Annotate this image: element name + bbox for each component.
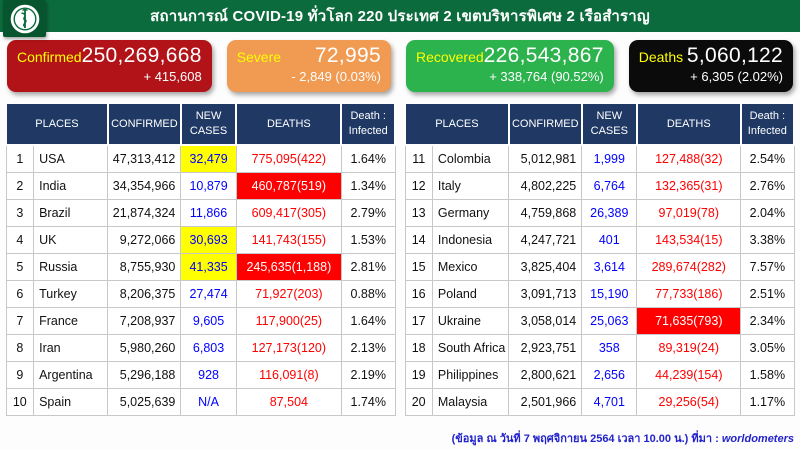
summary-cards [0, 32, 800, 92]
place-cell: Iran [34, 335, 108, 362]
deaths-cell: 44,239(154) [637, 362, 741, 389]
rank-cell: 16 [405, 281, 432, 308]
table-row [6, 173, 395, 200]
deaths-cell: 143,534(15) [637, 227, 741, 254]
moph-logo [3, 0, 46, 37]
confirmed-cell: 3,091,713 [509, 281, 582, 308]
rank-cell: 3 [6, 200, 34, 227]
table-row [405, 227, 794, 254]
rank-cell: 18 [405, 335, 432, 362]
place-cell: Argentina [34, 362, 108, 389]
table-row [6, 227, 395, 254]
place-cell: Mexico [432, 254, 508, 281]
new-cases-cell: 10,879 [181, 173, 236, 200]
rank-cell: 5 [6, 254, 34, 281]
deaths-cell: 87,504 [236, 389, 341, 416]
new-cases-cell: 6,803 [181, 335, 236, 362]
new-cases-cell: 2,656 [582, 362, 637, 389]
new-cases-cell: 11,866 [181, 200, 236, 227]
deaths-cell: 77,733(186) [637, 281, 741, 308]
confirmed-cell: 5,012,981 [509, 145, 582, 173]
place-cell: India [34, 173, 108, 200]
confirmed-cell: 4,802,225 [509, 173, 582, 200]
table-row [6, 389, 395, 416]
table-row [6, 145, 395, 173]
new-cases-cell: 32,479 [181, 145, 236, 173]
deaths-card [629, 40, 793, 92]
table-row [6, 281, 395, 308]
confirmed-cell: 3,825,404 [509, 254, 582, 281]
deaths-cell: 141,743(155) [236, 227, 341, 254]
deaths-cell: 609,417(305) [236, 200, 341, 227]
place-cell: Colombia [432, 145, 508, 173]
severe-card [227, 40, 391, 92]
new-cases-cell: 9,605 [181, 308, 236, 335]
confirmed-cell: 2,501,966 [509, 389, 582, 416]
table-row [6, 254, 395, 281]
ratio-cell: 1.53% [341, 227, 395, 254]
place-cell: Italy [432, 173, 508, 200]
table-body-1-10 [6, 145, 395, 416]
confirmed-cell: 47,313,412 [108, 145, 181, 173]
country-table-1-10 [5, 102, 396, 416]
place-cell: Poland [432, 281, 508, 308]
confirmed-cell: 5,025,639 [108, 389, 181, 416]
caduceus-icon [10, 4, 40, 34]
place-cell: Turkey [34, 281, 108, 308]
table-row [6, 308, 395, 335]
place-cell: Philippines [432, 362, 508, 389]
confirmed-cell: 4,247,721 [509, 227, 582, 254]
ratio-cell: 1.64% [341, 308, 395, 335]
col-header-new-cases: NEW CASES [181, 103, 236, 145]
col-header-death-infected: Death : Infected [741, 103, 794, 145]
rank-cell: 12 [405, 173, 432, 200]
rank-cell: 19 [405, 362, 432, 389]
ranking-tables [0, 92, 800, 416]
place-cell: Malaysia [432, 389, 508, 416]
severe-value: 72,995 [314, 44, 381, 67]
ratio-cell: 2.54% [741, 145, 794, 173]
table-body-11-20 [405, 145, 794, 416]
deaths-cell: 89,319(24) [637, 335, 741, 362]
deaths-cell: 29,256(54) [637, 389, 741, 416]
new-cases-cell: N/A [181, 389, 236, 416]
rank-cell: 7 [6, 308, 34, 335]
confirmed-card [7, 40, 212, 92]
confirmed-cell: 21,874,324 [108, 200, 181, 227]
header-bar [0, 0, 800, 32]
new-cases-cell: 358 [582, 335, 637, 362]
deaths-delta: + 6,305 (2.02%) [690, 69, 784, 84]
rank-cell: 13 [405, 200, 432, 227]
table-row [405, 389, 794, 416]
deaths-cell: 775,095(422) [236, 145, 341, 173]
place-cell: Ukraine [432, 308, 508, 335]
rank-cell: 4 [6, 227, 34, 254]
recovered-label: Recovered [415, 49, 484, 65]
table-row [6, 335, 395, 362]
new-cases-cell: 401 [582, 227, 637, 254]
new-cases-cell: 41,335 [181, 254, 236, 281]
place-cell: USA [34, 145, 108, 173]
table-header-row [6, 103, 395, 145]
deaths-cell: 245,635(1,188) [236, 254, 341, 281]
new-cases-cell: 30,693 [181, 227, 236, 254]
ratio-cell: 1.58% [741, 362, 794, 389]
deaths-cell: 71,927(203) [236, 281, 341, 308]
confirmed-cell: 34,354,966 [108, 173, 181, 200]
rank-cell: 10 [6, 389, 34, 416]
rank-cell: 2 [6, 173, 34, 200]
new-cases-cell: 27,474 [181, 281, 236, 308]
footer-source: worldometers [721, 433, 794, 445]
col-header-new-cases: NEW CASES [582, 103, 637, 145]
ratio-cell: 7.57% [741, 254, 794, 281]
confirmed-cell: 2,923,751 [509, 335, 582, 362]
rank-cell: 15 [405, 254, 432, 281]
new-cases-cell: 26,389 [582, 200, 637, 227]
page-title: สถานการณ์ COVID-19 ทั่วโลก 220 ประเทศ 2 เขตบริหารพิเศษ 2 เรือสำราญ [150, 8, 650, 25]
rank-cell: 17 [405, 308, 432, 335]
new-cases-cell: 4,701 [582, 389, 637, 416]
new-cases-cell: 3,614 [582, 254, 637, 281]
place-cell: Brazil [34, 200, 108, 227]
ratio-cell: 1.64% [341, 145, 395, 173]
confirmed-cell: 4,759,868 [509, 200, 582, 227]
table-row [405, 308, 794, 335]
confirmed-cell: 5,980,260 [108, 335, 181, 362]
ratio-cell: 1.74% [341, 389, 395, 416]
severe-delta: - 2,849 (0.03%) [291, 69, 381, 84]
col-header-places: PLACES [405, 103, 509, 145]
table-row [405, 200, 794, 227]
confirmed-value: 250,269,668 [81, 44, 202, 67]
ratio-cell: 2.04% [741, 200, 794, 227]
place-cell: Russia [34, 254, 108, 281]
ratio-cell: 2.13% [341, 335, 395, 362]
footer-date-text: (ข้อมูล ณ วันที่ 7 พฤศจิกายน 2564 เวลา 10.00 น.) ที่มา : [451, 433, 722, 445]
table-row [6, 200, 395, 227]
ratio-cell: 2.76% [741, 173, 794, 200]
deaths-cell: 117,900(25) [236, 308, 341, 335]
rank-cell: 1 [6, 145, 34, 173]
rank-cell: 20 [405, 389, 432, 416]
table-row [405, 145, 794, 173]
new-cases-cell: 25,063 [582, 308, 637, 335]
rank-cell: 9 [6, 362, 34, 389]
place-cell: South Africa [432, 335, 508, 362]
confirmed-cell: 5,296,188 [108, 362, 181, 389]
col-header-deaths: DEATHS [637, 103, 741, 145]
country-table-11-20 [404, 102, 795, 416]
col-header-death-infected: Death : Infected [341, 103, 395, 145]
table-header-row [405, 103, 794, 145]
deaths-value: 5,060,122 [686, 44, 784, 67]
place-cell: Germany [432, 200, 508, 227]
new-cases-cell: 1,999 [582, 145, 637, 173]
deaths-cell: 460,787(519) [236, 173, 341, 200]
deaths-cell: 127,173(120) [236, 335, 341, 362]
deaths-cell: 132,365(31) [637, 173, 741, 200]
col-header-confirmed: CONFIRMED [509, 103, 582, 145]
ratio-cell: 2.81% [341, 254, 395, 281]
new-cases-cell: 15,190 [582, 281, 637, 308]
col-header-places: PLACES [6, 103, 108, 145]
table-row [405, 362, 794, 389]
confirmed-label: Confirmed [17, 49, 82, 65]
ratio-cell: 2.51% [741, 281, 794, 308]
table-row [405, 335, 794, 362]
col-header-deaths: DEATHS [236, 103, 341, 145]
severe-label: Severe [236, 49, 282, 65]
place-cell: France [34, 308, 108, 335]
table-row [405, 254, 794, 281]
deaths-cell: 97,019(78) [637, 200, 741, 227]
ratio-cell: 2.19% [341, 362, 395, 389]
recovered-value: 226,543,867 [483, 44, 604, 67]
deaths-label: Deaths [638, 49, 684, 65]
new-cases-cell: 928 [181, 362, 236, 389]
confirmed-cell: 9,272,066 [108, 227, 181, 254]
rank-cell: 14 [405, 227, 432, 254]
table-row [405, 173, 794, 200]
confirmed-cell: 2,800,621 [509, 362, 582, 389]
recovered-delta: + 338,764 (90.52%) [489, 69, 604, 84]
deaths-cell: 289,674(282) [637, 254, 741, 281]
place-cell: Indonesia [432, 227, 508, 254]
table-row [6, 362, 395, 389]
deaths-cell: 116,091(8) [236, 362, 341, 389]
confirmed-cell: 8,206,375 [108, 281, 181, 308]
table-row [405, 281, 794, 308]
ratio-cell: 1.34% [341, 173, 395, 200]
ratio-cell: 2.34% [741, 308, 794, 335]
ratio-cell: 1.17% [741, 389, 794, 416]
ratio-cell: 3.38% [741, 227, 794, 254]
deaths-cell: 127,488(32) [637, 145, 741, 173]
confirmed-delta: + 415,608 [143, 69, 202, 84]
confirmed-cell: 3,058,014 [509, 308, 582, 335]
confirmed-cell: 8,755,930 [108, 254, 181, 281]
ratio-cell: 3.05% [741, 335, 794, 362]
rank-cell: 8 [6, 335, 34, 362]
rank-cell: 6 [6, 281, 34, 308]
deaths-cell: 71,635(793) [637, 308, 741, 335]
recovered-card [406, 40, 614, 92]
ratio-cell: 2.79% [341, 200, 395, 227]
footer-note [452, 429, 794, 447]
place-cell: UK [34, 227, 108, 254]
ratio-cell: 0.88% [341, 281, 395, 308]
rank-cell: 11 [405, 145, 432, 173]
col-header-confirmed: CONFIRMED [108, 103, 181, 145]
confirmed-cell: 7,208,937 [108, 308, 181, 335]
new-cases-cell: 6,764 [582, 173, 637, 200]
place-cell: Spain [34, 389, 108, 416]
